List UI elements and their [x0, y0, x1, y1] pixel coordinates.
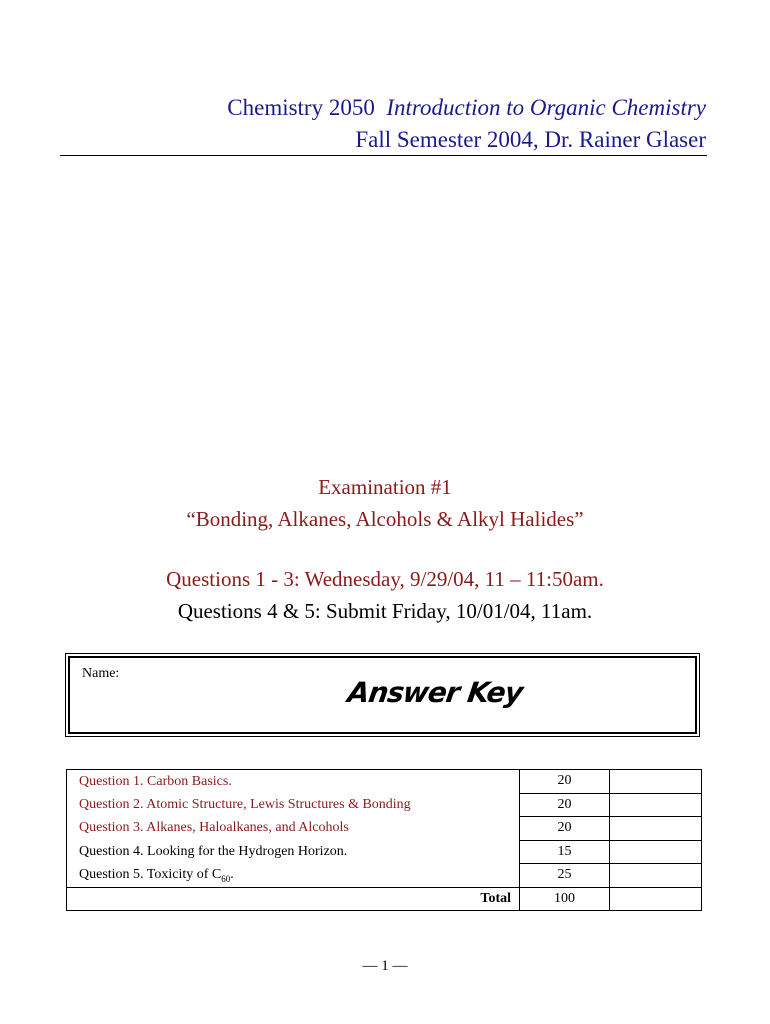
table-row: [67, 793, 702, 817]
question-points: 20: [520, 793, 610, 817]
name-box-inner: [68, 656, 697, 734]
question-label: Question 1. Carbon Basics.: [67, 770, 520, 794]
score-cell: [610, 770, 702, 794]
question-label: [67, 864, 520, 888]
question-points: 15: [520, 840, 610, 864]
score-cell: [610, 817, 702, 841]
exam-schedule-2: Questions 4 & 5: Submit Friday, 10/01/04, 11am.: [177, 599, 593, 623]
course-title: Introduction to Organic Chemistry: [386, 95, 706, 120]
question-label-end: .: [230, 866, 234, 882]
question-label: Question 2. Atomic Structure, Lewis Structures & Bonding: [67, 793, 520, 817]
table-row: [67, 770, 702, 794]
name-label: Name:: [82, 666, 120, 681]
table-row: [67, 840, 702, 864]
question-label-subscript: 60: [221, 873, 231, 884]
question-label: Question 3. Alkanes, Haloalkanes, and Alcohols: [67, 817, 520, 841]
page-number: — 1 —: [362, 958, 408, 974]
total-label: Total: [67, 887, 520, 911]
header-divider: [60, 155, 707, 156]
score-table: [66, 769, 702, 911]
course-number: Chemistry 2050: [227, 95, 375, 120]
course-line: [60, 92, 706, 124]
total-points: 100: [520, 887, 610, 911]
course-header: [60, 92, 706, 156]
score-cell: [610, 793, 702, 817]
question-label: Question 4. Looking for the Hydrogen Horizon.: [67, 840, 520, 864]
name-box: [65, 653, 700, 737]
total-score-cell: [610, 887, 702, 911]
question-points: 25: [520, 864, 610, 888]
table-row-total: [67, 887, 702, 911]
score-cell: [610, 864, 702, 888]
exam-title: Examination #1: [318, 475, 452, 499]
question-points: 20: [520, 770, 610, 794]
name-value: Answer Key: [345, 676, 525, 709]
exam-subtitle: “Bonding, Alkanes, Alcohols & Alkyl Halides”: [186, 507, 584, 531]
semester-line: Fall Semester 2004, Dr. Rainer Glaser: [355, 127, 706, 152]
question-points: 20: [520, 817, 610, 841]
question-label-main: Question 5. Toxicity of C: [79, 866, 222, 882]
table-row: [67, 817, 702, 841]
exam-schedule-1: Questions 1 - 3: Wednesday, 9/29/04, 11 – 11:50am.: [166, 567, 604, 591]
score-cell: [610, 840, 702, 864]
table-row: [67, 864, 702, 888]
